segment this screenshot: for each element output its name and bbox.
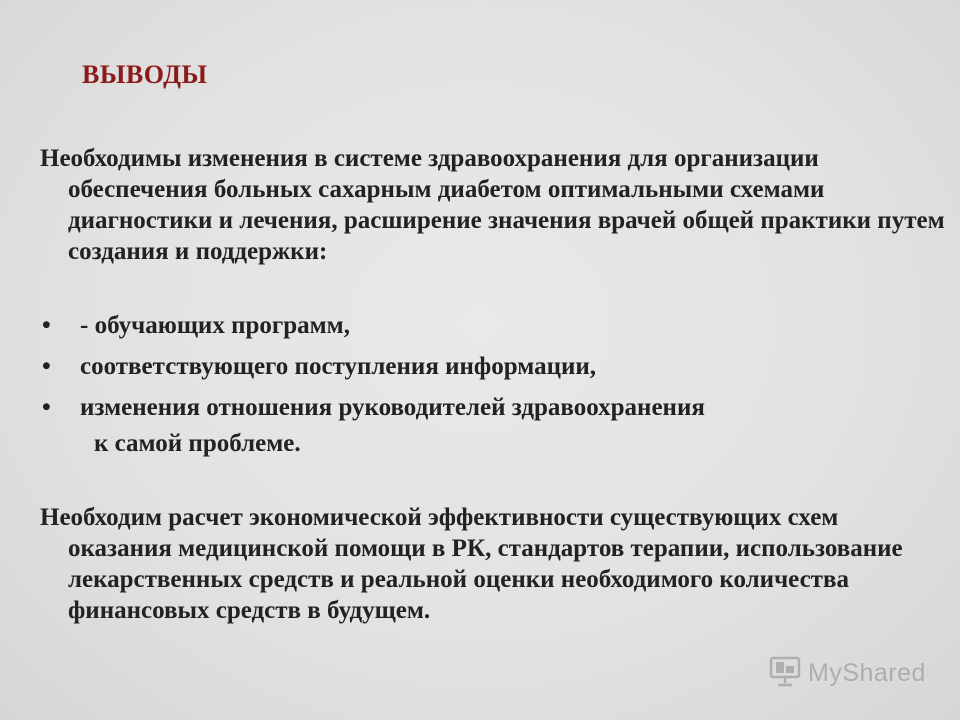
bullet-list [40,310,920,433]
slide-title: ВЫВОДЫ [82,60,208,89]
bullet-icon: • [42,353,51,380]
bullet-continuation: к самой проблеме. [94,430,301,457]
list-item [40,392,920,423]
bullet-text: соответствующего поступления информации, [80,353,597,380]
watermark-text: MyShared [808,659,926,687]
conclusion-paragraph-2: Необходим расчет экономической эффективности существующих схем оказания медицинской помощи в РК, стандартов терапии, использование лекарственных средств и реальной оценки необходимого количества финансовых средств в будущем. [40,504,903,624]
conclusion-paragraph-1: Необходимы изменения в системе здравоохранения для организации обеспечения больных сахарным диабетом оптимальными схемами диагностики и лечения, расширение значения врачей общей практики путем создания и поддержки: [40,145,945,265]
presentation-icon [768,654,802,693]
bullet-text: изменения отношения руководителей здравоохранения [80,394,705,421]
bullet-text: - обучающих программ, [80,312,350,339]
list-item [40,310,920,341]
bullet-icon: • [42,394,51,421]
watermark-logo [768,654,926,693]
bullet-icon: • [42,312,51,339]
list-item [40,351,920,382]
